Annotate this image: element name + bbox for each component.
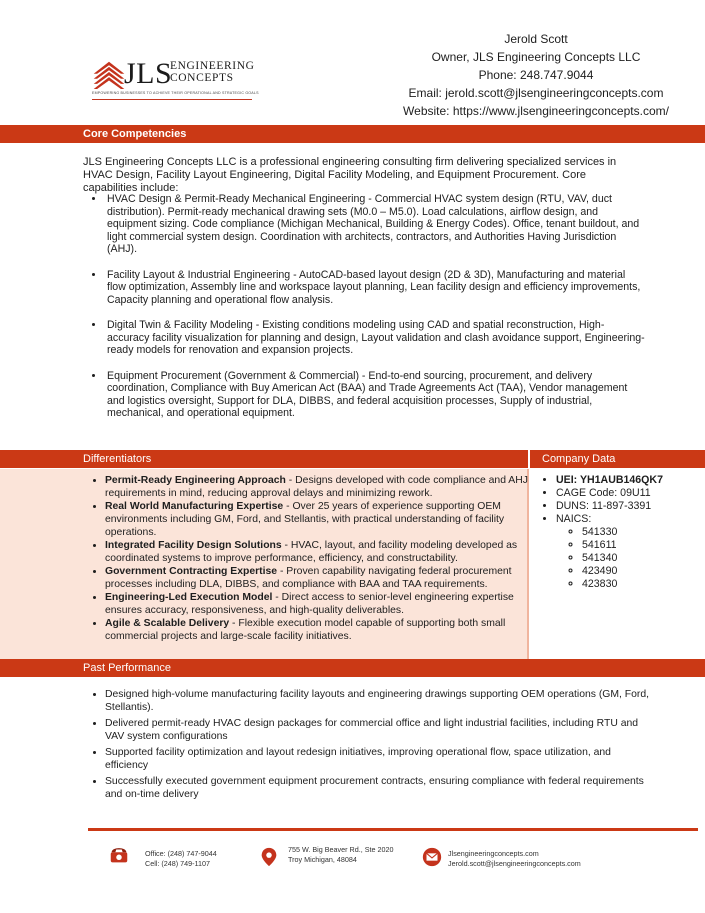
past-performance-list xyxy=(83,688,650,804)
list-item: • Successfully executed government equipment procurement contracts, ensuring compliance with federal requirements and on-time delivery xyxy=(105,775,650,801)
footer-office: Office: (248) 747-9044 xyxy=(145,849,217,858)
phone-icon xyxy=(108,844,130,866)
duns: • DUNS: 11-897-3391 xyxy=(556,500,705,513)
list-item: • Supported facility optimization and layout redesign initiatives, improving operational flow, space utilization, and efficiency xyxy=(105,746,650,772)
naics-code: ◦ 541611 xyxy=(582,539,705,552)
list-item: • HVAC Design & Permit-Ready Mechanical Engineering - Commercial HVAC system design (RTU, VAV, duct distribution). Permit-ready mechanical drawing sets (M0.0 – M5.0). Load calculations, airflow design, and equipment sizing. Code compliance (Michigan Mechanical, Building & Energy Codes). Office, tenant buildout, and light commercial system design. Coordination with architects, contractors, and Authorities Having Jurisdiction (AHJ). xyxy=(105,193,645,256)
location-pin-icon xyxy=(258,846,280,868)
core-heading: Core Competencies xyxy=(83,128,187,140)
naics-code: ◦ 541330 xyxy=(582,526,705,539)
list-item: • Integrated Facility Design Solutions - HVAC, layout, and facility modeling developed as coordinated systems to improve performance, efficiency, and constructability. xyxy=(105,539,545,565)
footer-website[interactable]: Jlsengineeringconcepts.com xyxy=(448,849,539,858)
contact-name: Jerold Scott xyxy=(504,32,568,46)
logo-wordmark: JLS xyxy=(124,57,173,90)
list-item: • Designed high-volume manufacturing facility layouts and engineering drawings supporting OEM operations (GM, Ford, Stellantis). xyxy=(105,688,650,714)
past-heading: Past Performance xyxy=(83,662,172,674)
list-item: • Facility Layout & Industrial Engineering - AutoCAD-based layout design (2D & 3D), Manufacturing and material flow optimization, Assembly line and workspace layout planning, Lean facility design and efficiency improvements, Capacity planning and operational flow analysis. xyxy=(105,269,645,307)
company-data-bar xyxy=(530,450,705,468)
differentiators-bar xyxy=(0,450,528,468)
list-item: • Digital Twin & Facility Modeling - Existing conditions modeling using CAD and spatial reconstruction, High-accuracy facility visualization for planning and design, Layout validation and clash avoidance support, Engineering-ready models for renovation and expansion projects. xyxy=(105,319,645,357)
footer-web-email xyxy=(448,849,581,868)
logo-rule xyxy=(92,99,252,100)
contact-phone: Phone: 248.747.9044 xyxy=(478,68,594,82)
naics-code: ◦ 541340 xyxy=(582,552,705,565)
cage-code: • CAGE Code: 09U11 xyxy=(556,487,705,500)
contact-block xyxy=(386,30,686,120)
company-data-list xyxy=(538,474,705,591)
footer-cell: Cell: (248) 749-1107 xyxy=(145,858,210,868)
contact-email[interactable]: Email: jerold.scott@jlsengineeringconcepts.com xyxy=(408,86,664,100)
footer-email[interactable]: Jerold.scott@jlsengineeringconcepts.com xyxy=(448,858,581,868)
naics: • NAICS: ◦ 541330 ◦ 541611 ◦ 541340 ◦ 423490 ◦ 423830 xyxy=(556,513,705,591)
list-item: • Delivered permit-ready HVAC design packages for commercial office and light industrial facilities, including RTU and VAV system configurations xyxy=(105,717,650,743)
logo-tagline: EMPOWERING BUSINESSES TO ACHIEVE THEIR OPERATIONAL AND STRATEGIC GOALS xyxy=(92,91,259,95)
company-heading: Company Data xyxy=(542,453,616,465)
core-intro: JLS Engineering Concepts LLC is a professional engineering consulting firm delivering specialized services in HVAC Design, Facility Layout Engineering, Digital Facility Modeling, and Equipment Procurement. Core capabilities include: xyxy=(83,156,617,194)
core-list xyxy=(83,193,645,433)
footer-phones xyxy=(145,849,217,868)
footer-address-line2: Troy Michigan, 48084 xyxy=(288,854,357,864)
footer-address-line1: 755 W. Big Beaver Rd., Ste 2020 xyxy=(288,845,394,854)
logo-subtitle: ENGINEERING CONCEPTS xyxy=(170,60,255,84)
list-item: • Agile & Scalable Delivery - Flexible execution model capable of supporting both small commercial projects and large-scale facility initiatives. xyxy=(105,617,545,643)
naics-code: ◦ 423490 xyxy=(582,565,705,578)
contact-role: Owner, JLS Engineering Concepts LLC xyxy=(431,50,641,64)
email-icon xyxy=(421,846,443,868)
contact-website[interactable]: Website: https://www.jlsengineeringconcepts.com/ xyxy=(403,104,669,118)
list-item: • Real World Manufacturing Expertise - Over 25 years of experience supporting OEM environments including GM, Ford, and Stellantis, with practical understanding of facility operations. xyxy=(105,500,545,539)
uei: • UEI: YH1AUB146QK7 xyxy=(556,474,705,487)
differentiators-heading: Differentiators xyxy=(83,453,152,465)
list-item: • Engineering-Led Execution Model - Direct access to senior-level engineering expertise ensures accuracy, responsiveness, and high-quality deliverables. xyxy=(105,591,545,617)
footer-rule xyxy=(88,828,698,831)
list-item: • Permit-Ready Engineering Approach - Designs developed with code compliance and AHJ requirements in mind, reducing approval delays and minimizing rework. xyxy=(105,474,545,500)
differentiators-list xyxy=(83,474,545,643)
list-item: • Equipment Procurement (Government & Commercial) - End-to-end sourcing, procurement, and delivery coordination, Compliance with Buy American Act (BAA) and Trade Agreements Act (TAA), Vendor management and logistics oversight, Support for DLA, DIBBS, and federal acquisition processes, Supply of industrial, mechanical, and operational equipment. xyxy=(105,370,645,420)
list-item: • Government Contracting Expertise - Proven capability navigating federal procurement processes including DLA, DIBBS, and compliance with BAA and TAA requirements. xyxy=(105,565,545,591)
past-performance-bar xyxy=(0,659,705,677)
footer-address xyxy=(288,845,393,864)
naics-code: ◦ 423830 xyxy=(582,578,705,591)
core-competencies-bar xyxy=(0,125,705,143)
jls-logo-mark xyxy=(92,55,126,89)
